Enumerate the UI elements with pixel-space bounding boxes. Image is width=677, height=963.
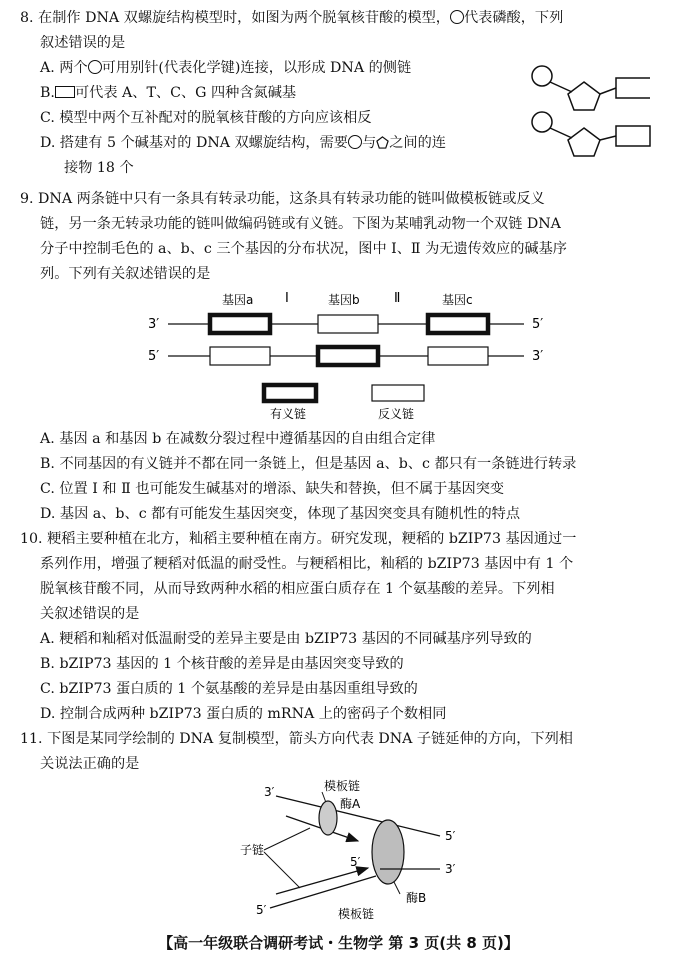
gene-b-sense-box <box>318 347 378 365</box>
q9-stem-line1: 9. DNA 两条链中只有一条具有转录功能，这条具有转录功能的链叫做模板链或反义 <box>20 191 545 207</box>
label-gene-b: 基因b <box>328 293 360 307</box>
label-gene-a: 基因a <box>222 293 254 307</box>
base-rectangle-icon <box>616 78 650 98</box>
q10-stem-line3: 脱氧核苷酸不同，从而导致两种水稻的相应蛋白质存在 1 个氨基酸的差异。下列相 <box>40 581 555 597</box>
q8-stem-line1: 8. 在制作 DNA 双螺旋结构模型时，如图为两个脱氧核苷酸的模型， 代表磷酸，下列 <box>20 10 564 26</box>
label-template-top: 模板链 <box>324 779 361 793</box>
label-region-1: Ⅰ <box>285 291 289 306</box>
question-11 <box>20 727 660 777</box>
q9-option-d: D. 基因 a、b、c 都有可能发生基因突变，体现了基因突变具有随机性的特点 <box>40 506 521 522</box>
label-template-bottom: 模板链 <box>338 907 375 921</box>
nucleotide-models-figure <box>528 60 658 170</box>
q8-option-c: C. 模型中两个互补配对的脱氧核苷酸的方向应该相反 <box>40 110 372 126</box>
q10-stem-line4: 关叙述错误的是 <box>40 606 140 622</box>
deoxyribose-pentagon-icon <box>568 128 600 156</box>
label-enzyme-b: 酶B <box>406 891 427 905</box>
gene-c-sense-box <box>428 315 488 333</box>
question-9-options <box>20 427 660 527</box>
bottom-strand-right-end: 3′ <box>532 349 544 364</box>
phosphate-circle-icon <box>532 66 552 86</box>
label-daughter-strand: 子链 <box>240 843 265 857</box>
legend-antisense-label: 反义链 <box>378 407 415 421</box>
q11-stem-line2: 关说法正确的是 <box>40 756 140 772</box>
label-5prime-middle: 5′ <box>350 855 361 869</box>
gene-distribution-figure <box>140 287 560 425</box>
q10-option-c: C. bZIP73 蛋白质的 1 个氨基酸的差异是由基因重组导致的 <box>40 681 418 697</box>
question-10 <box>20 527 660 727</box>
gene-a-antisense-box <box>210 347 270 365</box>
q9-stem-line4: 列。下列有关叙述错误的是 <box>40 266 211 282</box>
label-3prime-top: 3′ <box>264 785 275 799</box>
gene-b-antisense-box <box>318 315 378 333</box>
label-enzyme-a: 酶A <box>340 797 361 811</box>
nucleotide-model-2 <box>532 112 650 156</box>
q11-stem-line1: 11. 下图是某同学绘制的 DNA 复制模型，箭头方向代表 DNA 子链延伸的方向，下列相 <box>20 731 573 747</box>
phosphate-circle-icon <box>348 135 362 149</box>
q8-option-d: D. 搭建有 5 个碱基对的 DNA 双螺旋结构，需要 与 之间的连 <box>40 135 446 151</box>
q10-stem-line2: 系列作用，增强了粳稻对低温的耐受性。与粳稻相比，籼稻的 bZIP73 基因中有 1 个 <box>40 556 574 572</box>
daughter-strand-bottom-arrow <box>276 868 368 894</box>
q9-stem-line3: 分子中控制毛色的 a、b、c 三个基因的分布状况，图中 Ⅰ、Ⅱ 为无遗传效应的碱基序 <box>40 241 567 257</box>
gene-a-sense-box <box>210 315 270 333</box>
q9-option-b: B. 不同基因的有义链并不都在同一条链上，但是基因 a、b、c 都只有一条链进行转录 <box>40 456 577 472</box>
phosphate-circle-icon <box>532 112 552 132</box>
label-gene-c: 基因c <box>442 293 473 307</box>
q10-option-b: B. bZIP73 基因的 1 个核苷酸的差异是由基因突变导致的 <box>40 656 404 672</box>
q9-stem-line2: 链，另一条无转录功能的链叫做编码链或有义链。下图为某哺乳动物一个双链 DNA <box>40 216 561 232</box>
label-5prime-right-top: 5′ <box>445 829 456 843</box>
q9-option-a: A. 基因 a 和基因 b 在减数分裂过程中遵循基因的自由组合定律 <box>40 431 436 447</box>
q8-stem-line2: 叙述错误的是 <box>40 35 126 51</box>
label-region-2: Ⅱ <box>394 291 401 306</box>
legend-antisense-box <box>372 385 424 401</box>
page-footer: 【高一年级联合调研考试・生物学 第 3 页(共 8 页)】 <box>158 934 519 952</box>
enzyme-a-ellipse <box>319 801 337 835</box>
legend-sense-label: 有义链 <box>270 407 307 421</box>
gene-c-antisense-box <box>428 347 488 365</box>
q8-option-b: B. 可代表 A、T、C、G 四种含氮碱基 <box>40 85 297 101</box>
enzyme-b-ellipse <box>372 820 404 884</box>
q8-option-a: A. 两个 可用别针(代表化学键)连接，以形成 DNA 的侧链 <box>40 60 412 76</box>
label-3prime-right: 3′ <box>445 862 456 876</box>
q8-option-d-cont: 接物 18 个 <box>64 160 134 176</box>
phosphate-circle-icon <box>450 10 464 24</box>
nucleotide-model-1 <box>532 66 650 110</box>
phosphate-circle-icon <box>88 60 102 74</box>
top-strand-right-end: 5′ <box>532 317 544 332</box>
label-5prime-bottom: 5′ <box>256 903 267 917</box>
dna-replication-figure <box>240 776 480 926</box>
bottom-strand-left-end: 5′ <box>148 349 160 364</box>
base-rectangle-icon <box>55 86 75 98</box>
q10-stem-line1: 10. 粳稻主要种植在北方，籼稻主要种植在南方。研究发现，粳稻的 bZIP73 基因通过一 <box>20 531 577 547</box>
deoxyribose-pentagon-icon <box>568 82 600 110</box>
legend-sense-box <box>264 385 316 401</box>
top-strand-left-end: 3′ <box>148 317 160 332</box>
deoxyribose-pentagon-icon <box>376 136 389 149</box>
q9-option-c: C. 位置 Ⅰ 和 Ⅱ 也可能发生碱基对的增添、缺失和替换，但不属于基因突变 <box>40 481 505 497</box>
base-rectangle-icon <box>616 126 650 146</box>
question-9 <box>20 187 660 287</box>
q10-option-a: A. 粳稻和籼稻对低温耐受的差异主要是由 bZIP73 基因的不同碱基序列导致的 <box>40 631 532 647</box>
q10-option-d: D. 控制合成两种 bZIP73 蛋白质的 mRNA 上的密码子个数相同 <box>40 706 447 722</box>
